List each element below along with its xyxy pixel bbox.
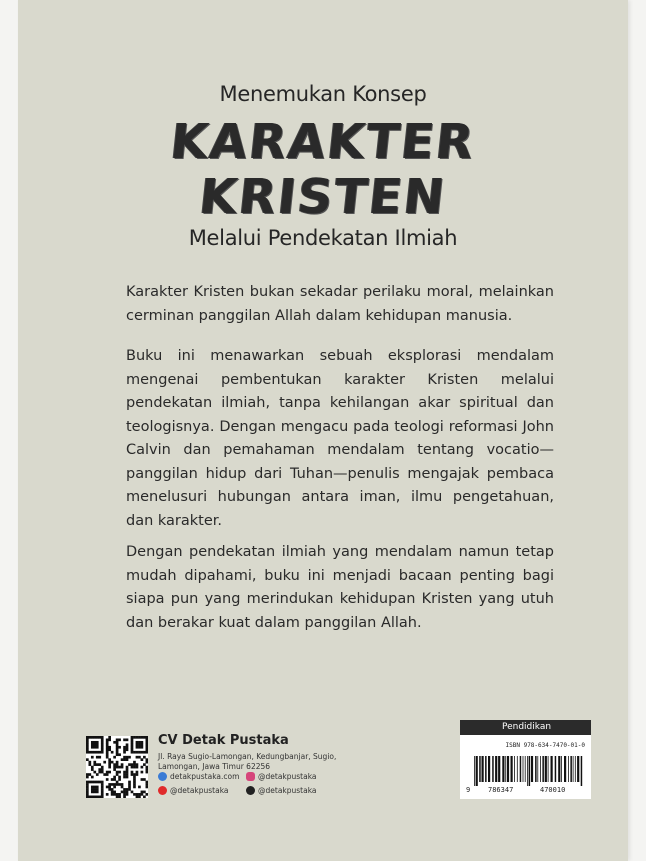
- barcode-box: [460, 720, 591, 799]
- youtube-label: @detakpustaka: [170, 786, 229, 795]
- barcode-digits-right: 470010: [540, 786, 566, 794]
- qr-code: [86, 736, 148, 798]
- instagram-icon: [246, 772, 255, 781]
- website-link[interactable]: [158, 772, 239, 781]
- blurb-paragraph-1: Karakter Kristen bukan sekadar perilaku moral, melainkan cerminan panggilan Allah dalam kehidupan manusia.: [126, 284, 554, 324]
- tiktok-icon: [246, 786, 255, 795]
- subtitle: Melalui Pendekatan Ilmiah: [188, 226, 458, 250]
- title-line-2: KRISTEN: [196, 169, 450, 225]
- instagram-label: @detakpustaka: [258, 772, 317, 781]
- publisher-name: CV Detak Pustaka: [158, 733, 289, 748]
- title-line-1: KARAKTER: [167, 114, 479, 170]
- pre-title: Menemukan Konsep: [219, 82, 427, 106]
- isbn-text: ISBN 978-634-7470-01-0: [505, 742, 585, 749]
- tiktok-link[interactable]: [246, 786, 317, 795]
- barcode-digits-left: 786347: [488, 786, 514, 794]
- website-label: detakpustaka.com: [170, 772, 240, 781]
- barcode-digit-first: 9: [466, 786, 471, 794]
- tiktok-label: @detakpustaka: [258, 786, 317, 795]
- blurb-paragraph-3: Dengan pendekatan ilmiah yang mendalam namun tetap mudah dipahami, buku ini menjadi bacaan penting bagi siapa pun yang merindukan kehidupan Kristen yang utuh dan berakar kuat dalam panggilan Allah.: [126, 544, 554, 631]
- category-label: Pendidikan: [460, 720, 591, 735]
- globe-icon: [158, 772, 167, 781]
- youtube-link[interactable]: [158, 786, 229, 795]
- youtube-icon: [158, 786, 167, 795]
- barcode-graphic: [474, 756, 584, 786]
- publisher-address: Jl. Raya Sugio-Lamongan, Kedungbanjar, Sugio, Lamongan, Jawa Timur 62256: [158, 752, 337, 771]
- instagram-link[interactable]: [246, 772, 317, 781]
- blurb-paragraph-2: Buku ini menawarkan sebuah eksplorasi mendalam mengenai pembentukan karakter Kristen melalui pendekatan ilmiah, tanpa kehilangan akar spiritual dan teologisnya. Dengan mengacu pada teologi reformasi John Calvin dan pemahaman mendalam tentang vocatio—panggilan hidup dari Tuhan—penulis mengajak pembaca menelusuri hubungan antara iman, ilmu pengetahuan, dan karakter.: [126, 348, 554, 529]
- qr-code-graphic: [86, 736, 148, 798]
